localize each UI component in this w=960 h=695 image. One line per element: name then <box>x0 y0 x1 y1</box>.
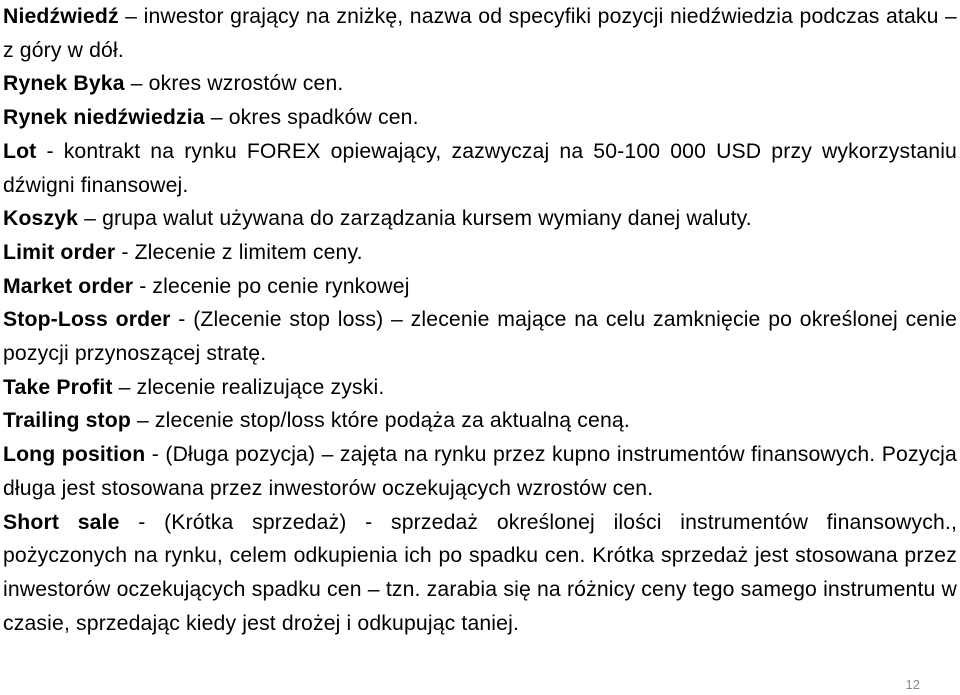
entry-term: Lot <box>3 139 37 163</box>
entry-term: Stop-Loss order <box>3 308 171 332</box>
glossary-entry-koszyk <box>3 202 957 236</box>
glossary-entry-short-sale <box>3 506 957 641</box>
entry-definition: – zlecenie stop/loss które podąża za aktualną ceną. <box>130 409 630 433</box>
entry-definition: – okres spadków cen. <box>204 106 419 130</box>
entry-term: Trailing stop <box>3 409 131 433</box>
slide-number: 12 <box>905 677 920 692</box>
entry-definition: - Zlecenie z limitem ceny. <box>115 240 363 264</box>
entry-term: Long position <box>3 443 146 467</box>
entry-term: Short sale <box>3 510 120 534</box>
entry-definition: - (Długa pozycja) – zajęta na rynku przez kupno instrumentów finansowych. Pozycja długa jest stosowana przez inwestorów oczekujących wzrostów cen. <box>3 443 957 500</box>
glossary-entry-market-order <box>3 270 957 304</box>
entry-term: Take Profit <box>3 375 113 399</box>
glossary-entry-rynek-niedzwiedzia <box>3 101 957 135</box>
entry-term: Niedźwiedź <box>3 5 119 28</box>
glossary <box>3 0 957 640</box>
glossary-entry-niedzwiedz <box>3 0 957 67</box>
entry-term: Market order <box>3 274 134 298</box>
entry-definition: - (Krótka sprzedaż) - sprzedaż określonej ilości instrumentów finansowych., pożyczonych na rynku, celem odkupienia ich po spadku cen. Krótka sprzedaż jest stosowana przez inwestorów oczekujących spadku cen – tzn. zarabia się na różnicy ceny tego samego instrumentu w czasie, sprzedając kiedy jest drożej i odkupując taniej. <box>3 510 957 635</box>
entry-definition: – okres wzrostów cen. <box>124 72 344 96</box>
entry-term: Limit order <box>3 240 116 264</box>
glossary-entry-trailing-stop <box>3 404 957 438</box>
entry-term: Koszyk <box>3 207 79 231</box>
entry-definition: - (Zlecenie stop loss) – zlecenie mające na celu zamknięcie po określonej cenie pozycji przynoszącej stratę. <box>3 308 957 366</box>
entry-term: Rynek niedźwiedzia <box>3 106 205 130</box>
glossary-entry-stop-loss-order <box>3 303 957 370</box>
entry-term: Rynek Byka <box>3 72 125 96</box>
entry-definition: - kontrakt na rynku FOREX opiewający, zazwyczaj na 50-100 000 USD przy wykorzystaniu dźwigni finansowej. <box>3 139 957 197</box>
entry-definition: – zlecenie realizujące zyski. <box>112 375 385 399</box>
entry-definition: - zlecenie po cenie rynkowej <box>133 274 410 298</box>
glossary-entry-rynek-byka <box>3 67 957 101</box>
glossary-entry-long-position <box>3 438 957 505</box>
entry-definition: – grupa walut używana do zarządzania kursem wymiany danej waluty. <box>78 207 752 231</box>
glossary-entry-take-profit <box>3 371 957 405</box>
glossary-entry-limit-order <box>3 236 957 270</box>
glossary-entry-lot <box>3 135 957 202</box>
entry-definition: – inwestor grający na zniżkę, nazwa od specyfiki pozycji niedźwiedzia podczas ataku – z góry w dół. <box>3 5 957 62</box>
